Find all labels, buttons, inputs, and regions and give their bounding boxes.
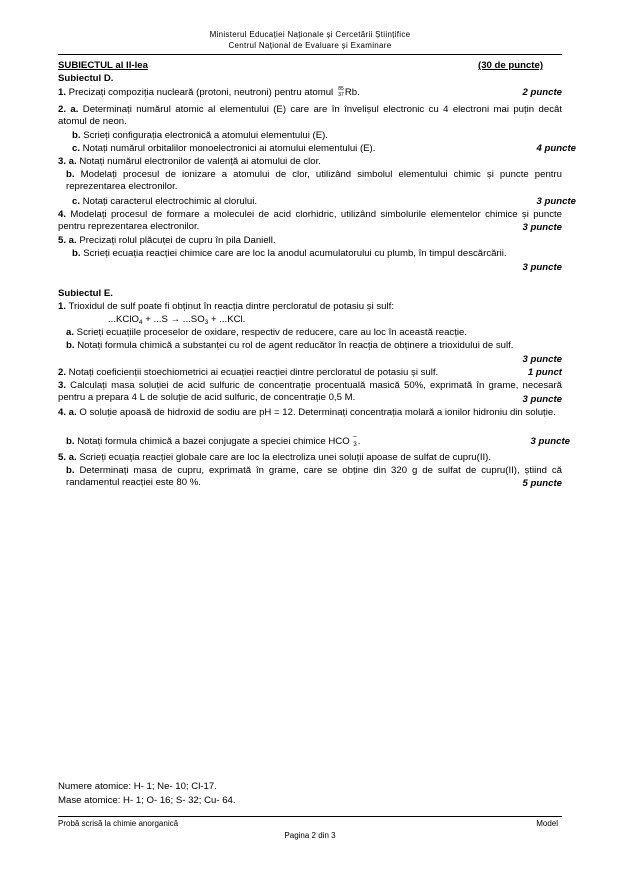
d-q5a-text: Precizați rolul plăcuței de cupru în pila Daniell. [76, 235, 276, 246]
e-q1-text: Trioxidul de sulf poate fi obținut în reacția dintre percloratul de potasiu și sulf: [66, 301, 394, 312]
d-q3a-num: 3. a. [58, 156, 77, 167]
d-q3c [58, 196, 576, 208]
e-q1 [58, 301, 562, 313]
e-q5b [58, 465, 562, 489]
d-q1-isotope [336, 87, 345, 99]
d-q2-points: 4 puncte [536, 143, 576, 154]
e-eq-kclo-sub: 4 [138, 319, 143, 326]
e-eq-s-so: + ...S → ...SO [142, 314, 205, 325]
e-q3-points: 3 puncte [522, 394, 562, 405]
e-eq-so-sub: 3 [204, 319, 209, 326]
e-q2-num: 2. [58, 367, 67, 378]
d-q2b [58, 130, 576, 142]
e-q1a-num: a. [66, 327, 75, 338]
e-q2-points: 1 punct [527, 367, 562, 378]
atomic-masses: Mase atomice: H- 1; O- 16; S- 32; Cu- 64. [58, 795, 236, 806]
header-divider [58, 54, 562, 55]
d-q2b-num: b. [72, 130, 81, 141]
d-q3-points: 3 puncte [536, 196, 576, 207]
d-q5b-text: Scrieți ecuația reacției chimice care are loc la anodul acumulatorului cu plumb, în timpul descărcării. [80, 248, 507, 259]
d-q3c-text: Notați caracterul electrochimic al clorului. [80, 196, 258, 207]
d-q5-points: 3 puncte [522, 262, 562, 273]
subject-title: SUBIECTUL al II-lea [58, 60, 148, 71]
e-q2 [58, 367, 562, 379]
e-q3-text: Calculați masa soluției de acid sulfuric de concentrație procentuală masică 50%, exprimată în grame, necesară pentru a prepara 4 L de soluție de acid sulfuric, de concentrație 0,5 M. [58, 380, 562, 403]
footer-page-number: Pagina 2 din 3 [284, 831, 336, 840]
d-q4-num: 4. [58, 209, 67, 220]
e-q1a [58, 327, 570, 339]
d-q1-z: 37 [338, 92, 344, 98]
e-q4b-sup: − [352, 434, 357, 441]
e-q5b-num: b. [66, 465, 75, 476]
section-e-heading: Subiectul E. [58, 288, 113, 299]
d-q2b-text: Scrieți configurația electronică a atomului elementului (E). [80, 130, 328, 141]
e-q4b-ion [350, 436, 358, 448]
d-q1-text: Precizați compoziția nucleară (protoni, neutroni) pentru atomul [66, 87, 336, 98]
e-q4b-text: Notați formula chimică a bazei conjugate a speciei chimice HCO [74, 436, 350, 447]
d-q3a [58, 156, 562, 168]
d-q3b-text: Modelați procesul de ionizare a atomului de clor, utilizând simbolul elementului chimic și puncte pentru reprezentarea electronilor. [66, 169, 562, 192]
e-q3 [58, 380, 562, 404]
e-q5b-text: Determinați masa de cupru, exprimată în grame, care se obține din 320 g de sulfat de cupru(II), știind că randamentul reacției este 80 %. [66, 465, 562, 488]
e-q4a-num: 4. a. [58, 407, 77, 418]
section-d-heading: Subiectul D. [58, 73, 114, 84]
d-q1 [58, 87, 562, 99]
e-q3-num: 3. [58, 380, 67, 391]
d-q4-points: 3 puncte [522, 222, 562, 233]
d-q3a-text: Notați numărul electronilor de valență ai atomului de clor. [76, 156, 321, 167]
e-eq-kcl: + ...KCl. [208, 314, 246, 325]
d-q1-symbol: Rb [344, 87, 358, 98]
d-q3c-num: c. [72, 196, 81, 207]
subject-points: (30 de puncte) [478, 60, 544, 71]
d-q4-text: Modelați procesul de formare a moleculei de acid clorhidric, utilizând simbolurile elementelor chimice și puncte pentru reprezentarea electronilor. [58, 209, 562, 232]
d-q4 [58, 209, 562, 233]
subject-title-row [58, 60, 562, 72]
e-q5-points: 5 puncte [522, 478, 562, 489]
d-q5a-num: 5. a. [58, 235, 77, 246]
d-q1-points: 2 puncte [522, 87, 562, 98]
e-q1-num: 1. [58, 301, 67, 312]
e-q1-points: 3 puncte [522, 354, 562, 365]
d-q2c [58, 143, 576, 155]
e-eq-kclo: ...KClO [108, 314, 139, 325]
d-q2c-text: Notați numărul orbitalilor monoelectronici ai atomului elementului (E). [80, 143, 376, 154]
e-q5a [58, 452, 562, 464]
header-center: Centrul Național de Evaluare și Examinare [228, 41, 392, 50]
e-q4b-num: b. [66, 436, 75, 447]
d-q2a-text: Determinați numărul atomic al elementului (E) care are în învelișul electronic cu 4 electroni mai puțin decât atomul de neon. [58, 104, 562, 127]
e-q5a-num: 5. a. [58, 452, 77, 463]
e-q1b-text: Notați formula chimică a substanței cu rol de agent reducător în reacția de obținere a trioxidului de sulf. [74, 340, 514, 351]
e-q4a-text: O soluție apoasă de hidroxid de sodiu are pH = 12. Determinați concentrația molară a ionilor hidroniu din soluție. [76, 407, 556, 418]
footer-divider [58, 816, 562, 817]
d-q2a [58, 104, 562, 128]
footer-exam-name: Probă scrisă la chimie anorganică [58, 819, 179, 828]
footer-model: Model [536, 819, 558, 828]
e-q1b [58, 340, 570, 352]
atomic-numbers: Numere atomice: H- 1; Ne- 10; Cl-17. [58, 781, 217, 792]
d-q3b [58, 169, 562, 193]
d-q2a-num: 2. a. [58, 104, 79, 115]
d-q5b [58, 248, 576, 260]
e-q4b-end: . [357, 436, 361, 447]
e-q1a-text: Scrieți ecuațiile proceselor de oxidare, respectiv de reducere, care au loc în această reacție. [74, 327, 468, 338]
d-q1-mass: 85 [338, 86, 344, 92]
header-ministry: Ministerul Educației Naționale și Cercetării Științifice [209, 30, 411, 39]
d-q5b-num: b. [72, 248, 81, 259]
e-q1b-num: b. [66, 340, 75, 351]
d-q1-end: . [357, 87, 360, 98]
e-q4b [58, 436, 570, 448]
e-q2-text: Notați coeficienții stoechiometrici ai ecuației reacției dintre percloratul de potasiu și sulf. [66, 367, 439, 378]
e-q4-points: 3 puncte [530, 436, 570, 447]
d-q1-num: 1. [58, 87, 67, 98]
e-q4b-sub: 3 [353, 442, 357, 448]
d-q5a [58, 235, 562, 247]
d-q2c-num: c. [72, 143, 81, 154]
d-q3b-num: b. [66, 169, 75, 180]
e-q5a-text: Scrieți ecuația reacției globale care are loc la electroliza unei soluții apoase de sulfat de cupru(II). [76, 452, 492, 463]
e-q4a [58, 407, 562, 419]
